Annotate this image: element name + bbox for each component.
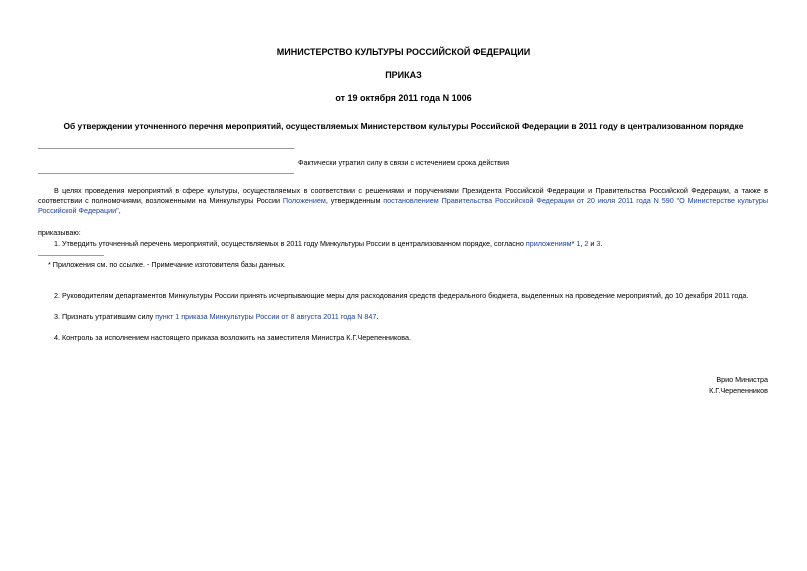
document-title: Об утверждении уточненного перечня мероприятий, осуществляемых Министерством культуры Российской Федерации в 2011 году в централизованном порядке bbox=[63, 121, 744, 131]
regulation-link[interactable]: Положением bbox=[282, 196, 326, 205]
preamble-paragraph bbox=[38, 186, 768, 216]
government-decree-link[interactable]: постановлением Правительства Российской Федерации от 20 июля 2011 года N 590 "О Министерстве культуры Российской Федерации" bbox=[38, 196, 768, 215]
divider-bottom bbox=[38, 173, 294, 174]
appendix-3-link[interactable]: 3 bbox=[596, 239, 601, 248]
item-4: 4. Контроль за исполнением настоящего приказа возложить на заместителя Министра К.Г.Черепенникова. bbox=[54, 333, 411, 342]
footnote: * Приложения см. по ссылке. - Примечание изготовителя базы данных. bbox=[48, 260, 286, 269]
appendix-2-link[interactable]: 2 bbox=[584, 239, 589, 248]
doc-type-heading: ПРИКАЗ bbox=[385, 70, 422, 80]
signature-name: К.Г.Черепенников bbox=[709, 386, 768, 395]
ministry-heading: МИНИСТЕРСТВО КУЛЬТУРЫ РОССИЙСКОЙ ФЕДЕРАЦИИ bbox=[276, 47, 531, 57]
item-3: 3. Признать утратившим силу пункт 1 приказа Минкультуры России от 8 августа 2011 года N 847. bbox=[54, 312, 379, 321]
item-2: 2. Руководителям департаментов Минкультуры России принять исчерпывающие меры для расходования средств федерального бюджета, выделенных на проведение мероприятий, до 10 декабря 2011 года. bbox=[54, 291, 749, 300]
appendix-1-link[interactable]: 1 bbox=[576, 239, 581, 248]
item-3-text: 3. Признать утратившим силу bbox=[54, 312, 156, 321]
item-1: 1. Утвердить уточненный перечень мероприятий, осуществляемых в 2011 году Минкультуры России в централизованном порядке, согласно приложениям* 1, 2 и 3. bbox=[54, 239, 603, 248]
divider-top bbox=[38, 148, 294, 149]
footnote-divider bbox=[38, 255, 104, 256]
item-1-star: * bbox=[571, 239, 575, 248]
status-note: Фактически утратил силу в связи с истечением срока действия bbox=[298, 158, 509, 167]
appendices-link[interactable]: приложениям bbox=[525, 239, 572, 248]
item-1-text: 1. Утвердить уточненный перечень мероприятий, осуществляемых в 2011 году Минкультуры России в централизованном порядке, согласно bbox=[54, 239, 526, 248]
order-word: приказываю: bbox=[38, 228, 81, 237]
preamble-text-3: , bbox=[118, 206, 121, 215]
preamble-text-2: , утвержденным bbox=[325, 196, 384, 205]
date-number-heading: от 19 октября 2011 года N 1006 bbox=[335, 93, 472, 103]
order-847-link[interactable]: пункт 1 приказа Минкультуры России от 8 августа 2011 года N 847 bbox=[155, 312, 377, 321]
preamble-text-1: В целях проведения мероприятий в сфере культуры, осуществляемых в соответствии с решениями и поручениями Президента Российской Федерации и Правительства Российской Федерации, а также в соответствии с полномочиями, возложенными на Минкультуры России bbox=[38, 186, 768, 205]
signature-position: Врио Министра bbox=[716, 375, 768, 384]
